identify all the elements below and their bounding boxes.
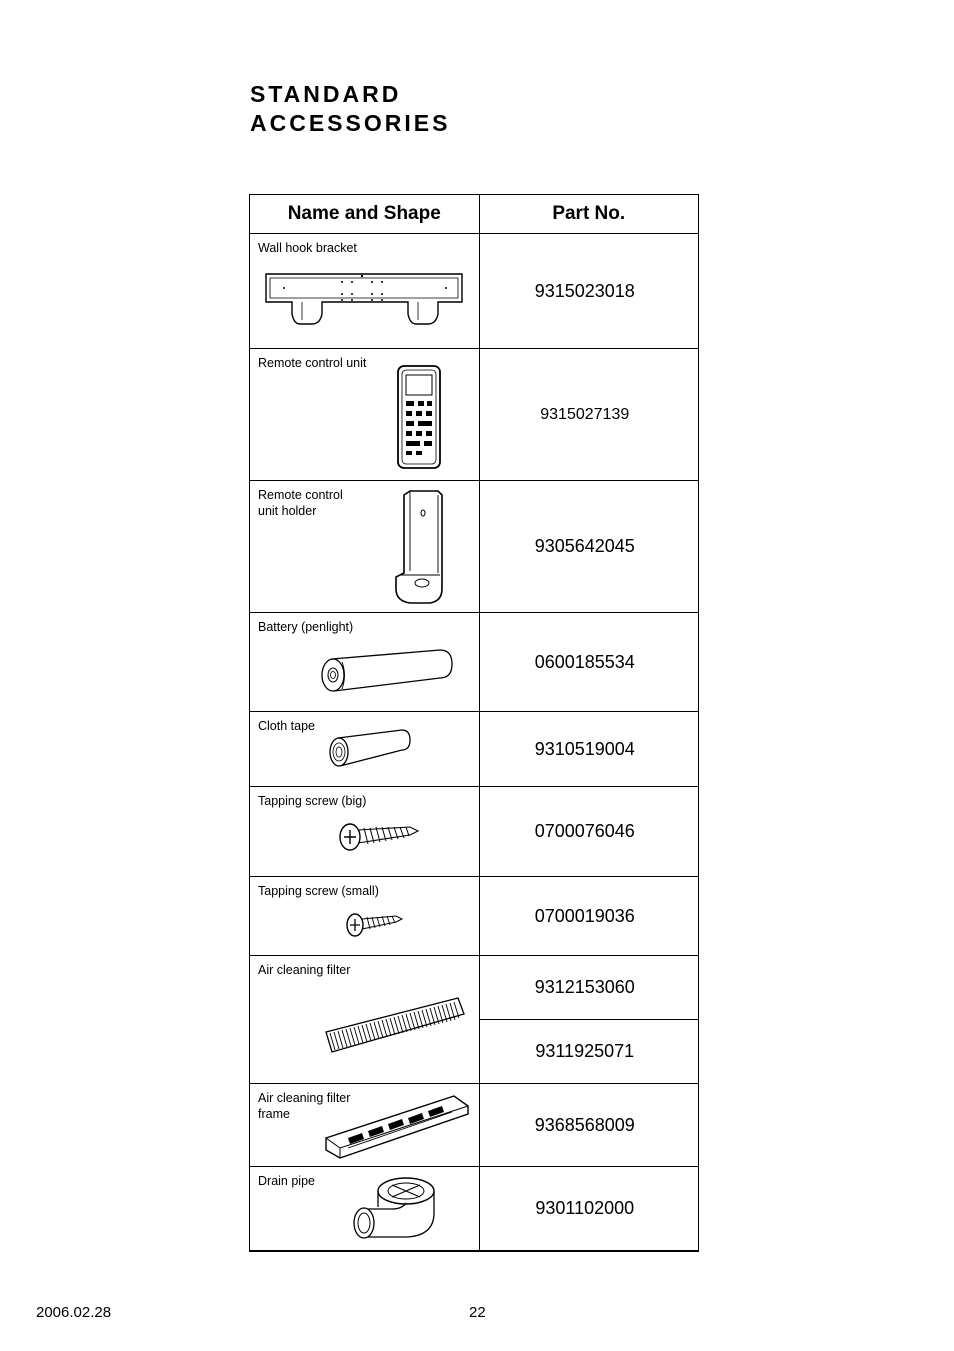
- table-row: [250, 956, 699, 1020]
- part-number: 9310519004: [479, 712, 699, 787]
- screw-small-icon: [344, 907, 406, 939]
- drain-pipe-icon: [348, 1173, 440, 1245]
- air-filter-icon: [324, 996, 466, 1056]
- remote-holder-icon: [390, 489, 450, 607]
- page-title: [250, 80, 450, 138]
- page-number: 22: [469, 1304, 486, 1321]
- table-row: [250, 877, 699, 956]
- name-shape-cell: [250, 1167, 480, 1251]
- part-number: 9301102000: [479, 1167, 699, 1251]
- part-number: 0600185534: [479, 613, 699, 712]
- item-name: Remote control unit holder: [258, 488, 343, 518]
- wall-hook-bracket-icon: [262, 268, 468, 330]
- item-name: Air cleaning filter frame: [258, 1091, 351, 1121]
- cloth-tape-icon: [326, 728, 414, 770]
- item-name: Remote control unit: [258, 356, 367, 370]
- table-row: [250, 1084, 699, 1167]
- filter-frame-icon: [322, 1092, 472, 1164]
- item-name: Air cleaning filter: [258, 963, 351, 977]
- screw-big-icon: [336, 817, 420, 853]
- part-number: 9311925071: [479, 1020, 699, 1084]
- item-name: Battery (penlight): [258, 620, 354, 634]
- item-name: Tapping screw (small): [258, 884, 379, 898]
- header-part-no: Part No.: [479, 195, 699, 234]
- name-shape-cell: [250, 481, 480, 613]
- part-number: 9315027139: [479, 349, 699, 481]
- title-line-1: STANDARD: [250, 81, 402, 107]
- name-shape-cell: [250, 956, 480, 1084]
- table-row: [250, 1167, 699, 1251]
- table-row: [250, 613, 699, 712]
- table-row: [250, 787, 699, 877]
- part-number: 9368568009: [479, 1084, 699, 1167]
- part-number: 0700019036: [479, 877, 699, 956]
- name-shape-cell: [250, 234, 480, 349]
- part-number: 9315023018: [479, 234, 699, 349]
- title-line-2: ACCESSORIES: [250, 110, 451, 136]
- name-shape-cell: [250, 877, 480, 956]
- name-shape-cell: [250, 712, 480, 787]
- part-number: 0700076046: [479, 787, 699, 877]
- item-name: Drain pipe: [258, 1174, 315, 1188]
- part-number: 9312153060: [479, 956, 699, 1020]
- name-shape-cell: [250, 349, 480, 481]
- name-shape-cell: [250, 613, 480, 712]
- part-number: 9305642045: [479, 481, 699, 613]
- item-name: Cloth tape: [258, 719, 315, 733]
- table-row: [250, 481, 699, 613]
- table-row: [250, 349, 699, 481]
- footer-date: 2006.02.28: [36, 1304, 112, 1321]
- item-name: Tapping screw (big): [258, 794, 367, 808]
- table-header-row: [250, 195, 699, 234]
- battery-icon: [320, 647, 456, 695]
- accessories-table: [249, 194, 699, 1252]
- table-row: [250, 712, 699, 787]
- name-shape-cell: [250, 1084, 480, 1167]
- remote-control-icon: [394, 363, 444, 471]
- header-name-and-shape: Name and Shape: [250, 195, 480, 234]
- item-name: Wall hook bracket: [258, 241, 357, 255]
- table-row: [250, 234, 699, 349]
- name-shape-cell: [250, 787, 480, 877]
